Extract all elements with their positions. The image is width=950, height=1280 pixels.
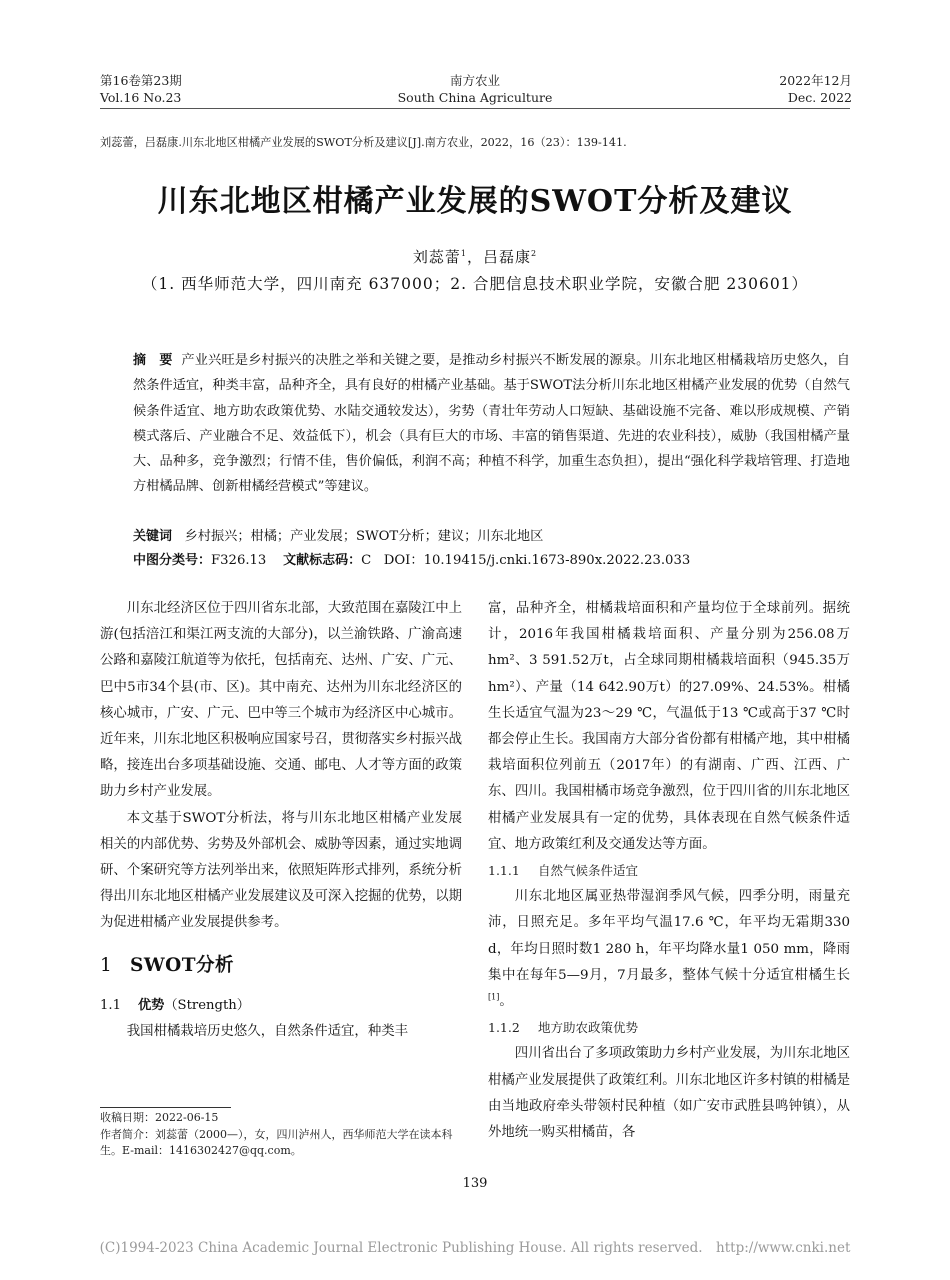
section-1-heading [100, 953, 462, 979]
page-number: 139 [462, 1176, 488, 1191]
climate-end: 。 [499, 994, 513, 1010]
author-1-affil: 1 [460, 249, 467, 258]
strength-continued-paragraph: 富，品种齐全，柑橘栽培面积和产量均位于全球前列。据统计，2016年我国柑橘栽培面积、产量分别为256.08万hm²、3 591.52万t，占全球同期柑橘栽培面积（945.35万hm²）、产量（14 642.90万t）的27.09%、24.53%。柑橘生长适宜气温为23～29 ℃，气温低于13 ℃或高于37 ℃时都会停止生长。我国南方大部分省份都有柑橘产地，其中柑橘栽培面积位列前五（2017年）的有湖南、广西、江西、广东、四川。我国柑橘市场竞争激烈，位于四川省的川东北地区柑橘产业发展具有一定的优势，具体表现在自然气候条件适宜、地方政策红利及交通发达等方面。 [488, 601, 850, 852]
intro-paragraph-2: 本文基于SWOT分析法，将与川东北地区柑橘产业发展相关的内部优势、劣势及外部机会、威胁等因素，通过实地调研、个案研究等方法列举出来，依照矩阵形式排列，系统分析得出川东北地区柑橘产业发展建议及可深入挖掘的优势，以期为促进柑橘产业发展提供参考。 [100, 810, 462, 931]
abstract-text: 产业兴旺是乡村振兴的决胜之举和关键之要，是推动乡村振兴不断发展的源泉。川东北地区柑橘栽培历史悠久，自然条件适宜，种类丰富，品种齐全，具有良好的柑橘产业基础。基于SWOT法分析川东北地区柑橘产业发展的优势（自然气候条件适宜、地方助农政策优势、水陆交通较发达），劣势（青壮年劳动人口短缺、基础设施不完备、难以形成规模、产销模式落后、产业融合不足、效益低下），机会（具有巨大的市场、丰富的销售渠道、先进的农业科技），威胁（我国柑橘产量大、品种多，竞争激烈；行情不佳，售价偏低，利润不高；种植不科学，加重生态负担），提出“强化科学栽培管理、打造地方柑橘品牌、创新柑橘经营模式”等建议。 [133, 353, 850, 495]
subsection-1-1-2-title: 地方助农政策优势 [538, 1020, 639, 1036]
citation-ref-1: [1] [488, 992, 500, 1002]
header-rule [100, 108, 850, 109]
keywords [133, 525, 850, 549]
received-date: 收稿日期：2022-06-15 [100, 1111, 219, 1124]
subsection-1-1-2-heading [488, 1015, 850, 1041]
journal-name-cn: 南方农业 [449, 73, 500, 88]
strength-paragraph: 我国柑橘栽培历史悠久，自然条件适宜，种类丰 [126, 1024, 408, 1040]
doc-code-value: C [361, 553, 372, 568]
journal-date [779, 72, 852, 106]
author-separator: ， [466, 248, 483, 266]
subsection-1-1-1-heading [488, 858, 850, 884]
issue-en: Vol.16 No.23 [100, 90, 182, 105]
journal-name-en: South China Agriculture [397, 90, 553, 105]
citation-line: 刘蕊蕾，吕磊康.川东北地区柑橘产业发展的SWOT分析及建议[J].南方农业，2022，16（23）：139-141. [100, 136, 627, 149]
footnote [100, 1110, 462, 1160]
subsection-1-1-number: 1.1 [100, 997, 121, 1013]
paper-title: 川东北地区柑橘产业发展的SWOT分析及建议 [157, 184, 793, 219]
climate-text: 川东北地区属亚热带湿润季风气候，四季分明，雨量充沛，日照充足。多年平均气温17.6 ℃，年平均无霜期330 d，年均日照时数1 280 h，年平均降水量1 050 mm，降雨集中在每年5—9月，7月最多，整体气候十分适宜柑橘生长 [488, 889, 850, 983]
author-bio: 作者简介：刘蕊蕾（2000—），女，四川泸州人，西华师范大学在读本科生。E-mail：1416302427@qq.com。 [100, 1127, 453, 1157]
subsection-1-1-1-number: 1.1.1 [488, 863, 520, 879]
author-1: 刘蕊蕾 [412, 248, 461, 266]
date-cn: 2022年12月 [779, 73, 852, 88]
policy-paragraph: 四川省出台了多项政策助力乡村产业发展，为川东北地区柑橘产业发展提供了政策红利。川东北地区许多村镇的柑橘是由当地政府牵头带领村民种植（如广安市武胜县鸣钟镇），从外地统一购买柑橘苗，各 [488, 1046, 850, 1141]
journal-name [360, 72, 590, 106]
footnote-rule [100, 1107, 231, 1108]
date-en: Dec. 2022 [787, 90, 852, 105]
subsection-1-1-title: 优势 [138, 997, 165, 1013]
journal-issue [100, 72, 182, 106]
intro-paragraph-1: 川东北经济区位于四川省东北部，大致范围在嘉陵江中上游(包括涪江和渠江两支流的大部分)，以兰渝铁路、广渝高速公路和嘉陵江航道等为依托，包括南充、达州、广安、广元、巴中5市34个县(市、区)。其中南充、达州为川东北经济区的核心城市，广安、广元、巴中等三个城市为经济区中心城市。近年来，川东北地区积极响应国家号召，贯彻落实乡村振兴战略，接连出台多项基础设施、交通、邮电、人才等方面的政策助力乡村产业发展。 [100, 601, 462, 800]
body-left-column [100, 596, 462, 1045]
classification-line [133, 549, 850, 573]
keywords-text: 乡村振兴；柑橘；产业发展；SWOT分析；建议；川东北地区 [184, 529, 544, 544]
affiliation: （1. 西华师范大学，四川南充 637000；2. 合肥信息技术职业学院，安徽合肥 230601） [141, 275, 809, 293]
body-right-column [488, 596, 850, 1146]
subsection-1-1-en: （Strength） [164, 997, 250, 1013]
keywords-label: 关键词 [133, 529, 173, 544]
issue-cn: 第16卷第23期 [100, 73, 182, 88]
subsection-1-1-1-title: 自然气候条件适宜 [538, 863, 639, 879]
clc-value: F326.13 [211, 553, 267, 568]
clc-label: 中图分类号： [133, 553, 212, 568]
section-1-number: 1 [100, 954, 113, 976]
abstract-label: 摘 要 [133, 353, 173, 368]
abstract [133, 348, 850, 500]
copyright-watermark: (C)1994-2023 China Academic Journal Electronic Publishing House. All rights reserved. http://www.cnki.net [99, 1240, 851, 1256]
author-line [100, 246, 850, 267]
author-2-affil: 2 [531, 249, 538, 258]
doi-value: 10.19415/j.cnki.1673-890x.2022.23.033 [423, 553, 691, 568]
doc-code-label: 文献标志码： [283, 553, 362, 568]
subsection-1-1-2-number: 1.1.2 [488, 1020, 520, 1036]
doi-label: DOI： [383, 553, 424, 568]
author-2: 吕磊康 [483, 248, 532, 266]
section-1-title: SWOT分析 [130, 954, 235, 976]
subsection-1-1-heading [100, 993, 462, 1019]
climate-paragraph [488, 884, 850, 1015]
